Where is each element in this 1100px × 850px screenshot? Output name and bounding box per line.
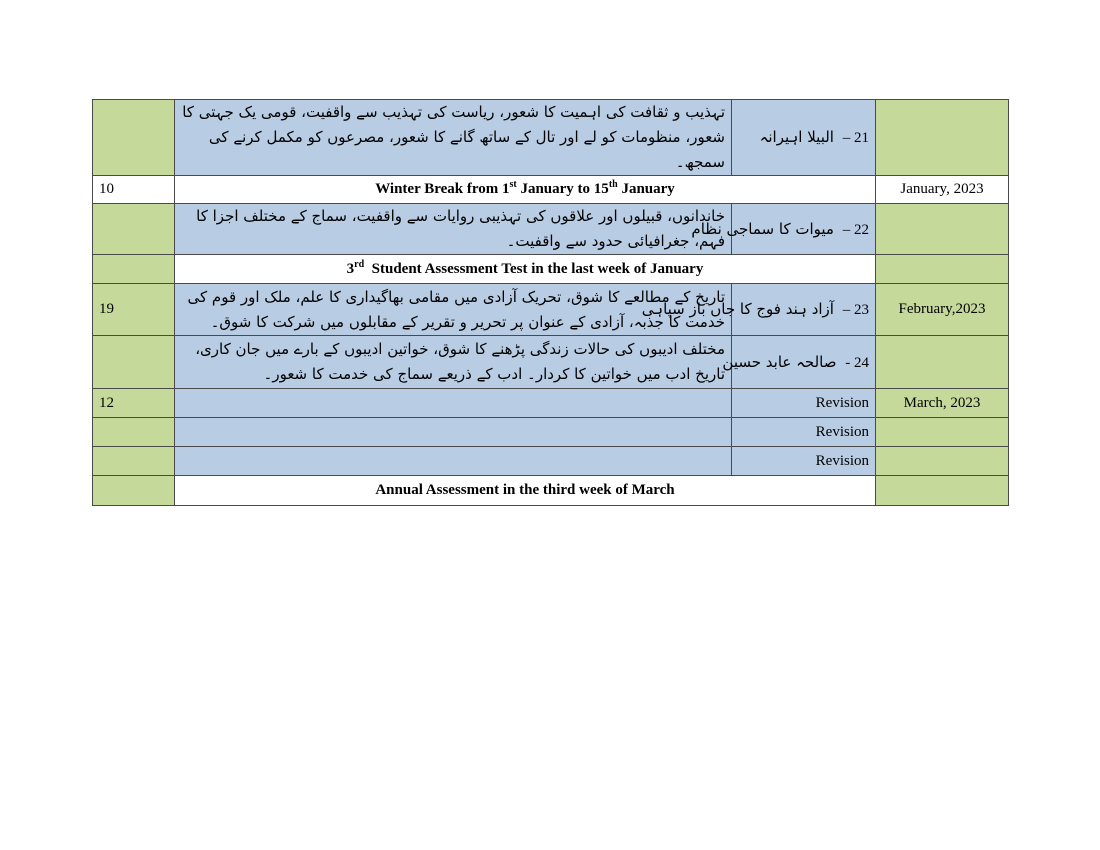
month-cell [876,204,1009,255]
learning-outcome-cell [175,389,732,418]
lesson-title: میوات کا سماجی نظام [691,219,834,238]
lesson-plan-table [92,99,1009,506]
table-row [93,336,1009,389]
table-row [93,389,1009,418]
lesson-cell [691,204,876,255]
month-cell [876,100,1009,176]
lesson-number: 22 – [842,221,869,238]
periods-cell: 19 [93,284,175,336]
learning-outcome-cell [175,447,732,476]
lesson-number: 24 - [845,354,869,371]
month-cell: January, 2023 [876,176,1009,204]
revision-cell: Revision [732,389,876,418]
lesson-number: 23 – [842,302,869,318]
lesson-cell [722,336,876,389]
learning-outcome-cell: خاندانوں، قبیلوں اور علاقوں کی تہذیبی روایات سے واقفیت، سماج کے مختلف اجزا کا فہم، جغرافیائی حدود سے واقفیت۔ [175,204,732,255]
table-row [93,447,1009,476]
periods-cell [93,100,175,176]
month-cell: March, 2023 [876,389,1009,418]
month-cell [876,418,1009,447]
periods-cell [93,447,175,476]
month-cell [876,336,1009,389]
month-cell [876,447,1009,476]
month-cell: February,2023 [876,284,1009,336]
revision-cell: Revision [732,418,876,447]
lesson-title: صالحہ عابد حسین [722,352,837,371]
learning-outcome-cell: تاریخ کے مطالعے کا شوق، تحریک آزادی میں مقامی بھاگیداری کا علم، ملک اور قوم کی خدمت کا جذبہ، آزادی کے عنوان پر تحریر و تقریر کے مقابلوں میں شرکت کا شوق۔ [175,284,732,336]
table-row [93,476,1009,506]
lesson-cell [732,100,876,176]
periods-cell [93,418,175,447]
periods-cell: 12 [93,389,175,418]
annual-assessment-banner: Annual Assessment in the third week of March [175,476,876,506]
table-row [93,418,1009,447]
lesson-number: 21 – [842,130,869,146]
winter-break-banner: Winter Break from 1st January to 15th January [175,176,876,204]
learning-outcome-cell: مختلف ادیبوں کی حالات زندگی پڑھنے کا شوق، خواتین ادیبوں کے بارے میں جان کاری، تاریخ ادب میں خواتین کا کردار۔ ادب کے ذریعے سماج کی خدمت کا شعور۔ [175,336,732,389]
table-row [93,255,1009,284]
table-row [93,284,1009,336]
assessment-test-banner: 3rd Student Assessment Test in the last week of January [175,255,876,284]
learning-outcome-cell [175,418,732,447]
periods-cell [93,255,175,284]
lesson-cell [641,284,876,336]
periods-cell: 10 [93,176,175,204]
revision-cell: Revision [732,447,876,476]
lesson-title: آزاد ہند فوج کا جاں باز سپاہی [641,300,834,318]
learning-outcome-cell: تہذیب و ثقافت کی اہمیت کا شعور، ریاست کی تہذیب سے واقفیت، قومی یک جہتی کا شعور، منظومات کو لے اور تال کے ساتھ گانے کا شعور، مصرعوں کو مکمل کرنے کی سمجھ۔ [175,100,732,176]
table-row [93,204,1009,255]
periods-cell [93,204,175,255]
table-row [93,100,1009,176]
lesson-title: البیلا اہیرانہ [759,128,834,146]
periods-cell [93,476,175,506]
month-cell [876,476,1009,506]
month-cell [876,255,1009,284]
table-row [93,176,1009,204]
periods-cell [93,336,175,389]
